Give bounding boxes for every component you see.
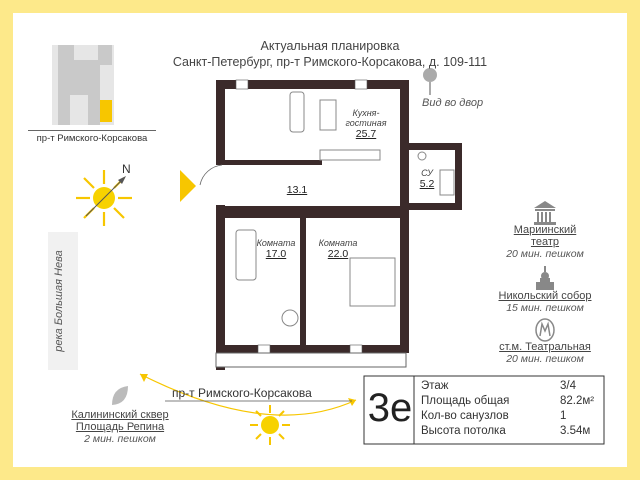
yard-view-label: Вид во двор	[422, 97, 484, 109]
plan-title: Актуальная планировка	[260, 39, 400, 53]
info-bathrooms-label: Кол-во санузлов	[421, 410, 509, 422]
building-thumbnail-icon	[52, 45, 114, 125]
theater-icon	[534, 201, 556, 225]
room-kitchen	[338, 108, 394, 140]
poi-theater-name-1: Мариинский	[513, 224, 577, 236]
info-ceiling-value: 3.54м	[560, 425, 591, 437]
poi-square-name-2: Площадь Репина	[75, 421, 165, 433]
room-bathroom	[410, 168, 444, 190]
room-kitchen-label: Кухня-	[352, 108, 380, 118]
poi-theater-name-2: театр	[530, 236, 560, 248]
church-icon	[536, 266, 554, 290]
poi-metro-name: ст.м. Театральная	[499, 341, 591, 353]
poi-theater	[480, 224, 610, 260]
info-ceiling-label: Высота потолка	[421, 425, 506, 437]
room-kitchen-label-2: гостиная	[345, 118, 387, 128]
info-floor-label: Этаж	[421, 380, 449, 392]
room-bedroom-1	[250, 238, 302, 260]
compass-icon	[76, 170, 132, 226]
poi-metro	[480, 341, 610, 365]
poi-square	[50, 409, 190, 445]
room-bedroom-1-label: Комната	[256, 238, 296, 248]
info-bathrooms-value: 1	[560, 410, 567, 422]
poi-square-time: 2 мин. пешком	[84, 433, 156, 445]
room-bedroom-2	[312, 238, 364, 260]
plan-address: Санкт-Петербург, пр-т Римского-Корсакова, д. 109-111	[172, 55, 488, 69]
leaf-icon	[112, 386, 128, 405]
entrance-arrow-icon	[180, 170, 196, 202]
poi-square-name-1: Калининский сквер	[71, 409, 169, 421]
apartment-code: 3е	[367, 386, 413, 430]
room-bedroom-2-label: Комната	[318, 238, 358, 248]
room-hall	[280, 184, 314, 196]
room-hall-area: 13.1	[286, 184, 308, 196]
poi-metro-time: 20 мин. пешком	[506, 353, 584, 365]
street-label: пр-т Римского-Корсакова	[172, 386, 312, 400]
poi-cathedral-time: 15 мин. пешком	[506, 302, 584, 314]
poi-cathedral-name: Никольский собор	[498, 290, 592, 302]
room-kitchen-area: 25.7	[355, 128, 377, 140]
room-bathroom-label: СУ	[421, 168, 433, 178]
info-area-label: Площадь общая	[421, 395, 510, 407]
room-bedroom-1-area: 17.0	[265, 248, 287, 260]
metro-icon	[536, 319, 554, 341]
location-pin-icon	[423, 68, 437, 95]
floor-plan	[200, 80, 462, 370]
info-floor-value: 3/4	[560, 380, 576, 392]
thumbnail-caption: пр-т Римского-Корсакова	[28, 130, 156, 144]
poi-theater-time: 20 мин. пешком	[506, 248, 584, 260]
poi-cathedral	[480, 290, 610, 314]
river-label: река Большая Нева	[52, 250, 65, 352]
sun-icon	[250, 405, 290, 445]
room-bedroom-2-area: 22.0	[327, 248, 349, 260]
compass-north-label: N	[122, 162, 131, 176]
room-bathroom-area: 5.2	[419, 178, 435, 190]
info-area-value: 82.2м²	[560, 395, 595, 407]
